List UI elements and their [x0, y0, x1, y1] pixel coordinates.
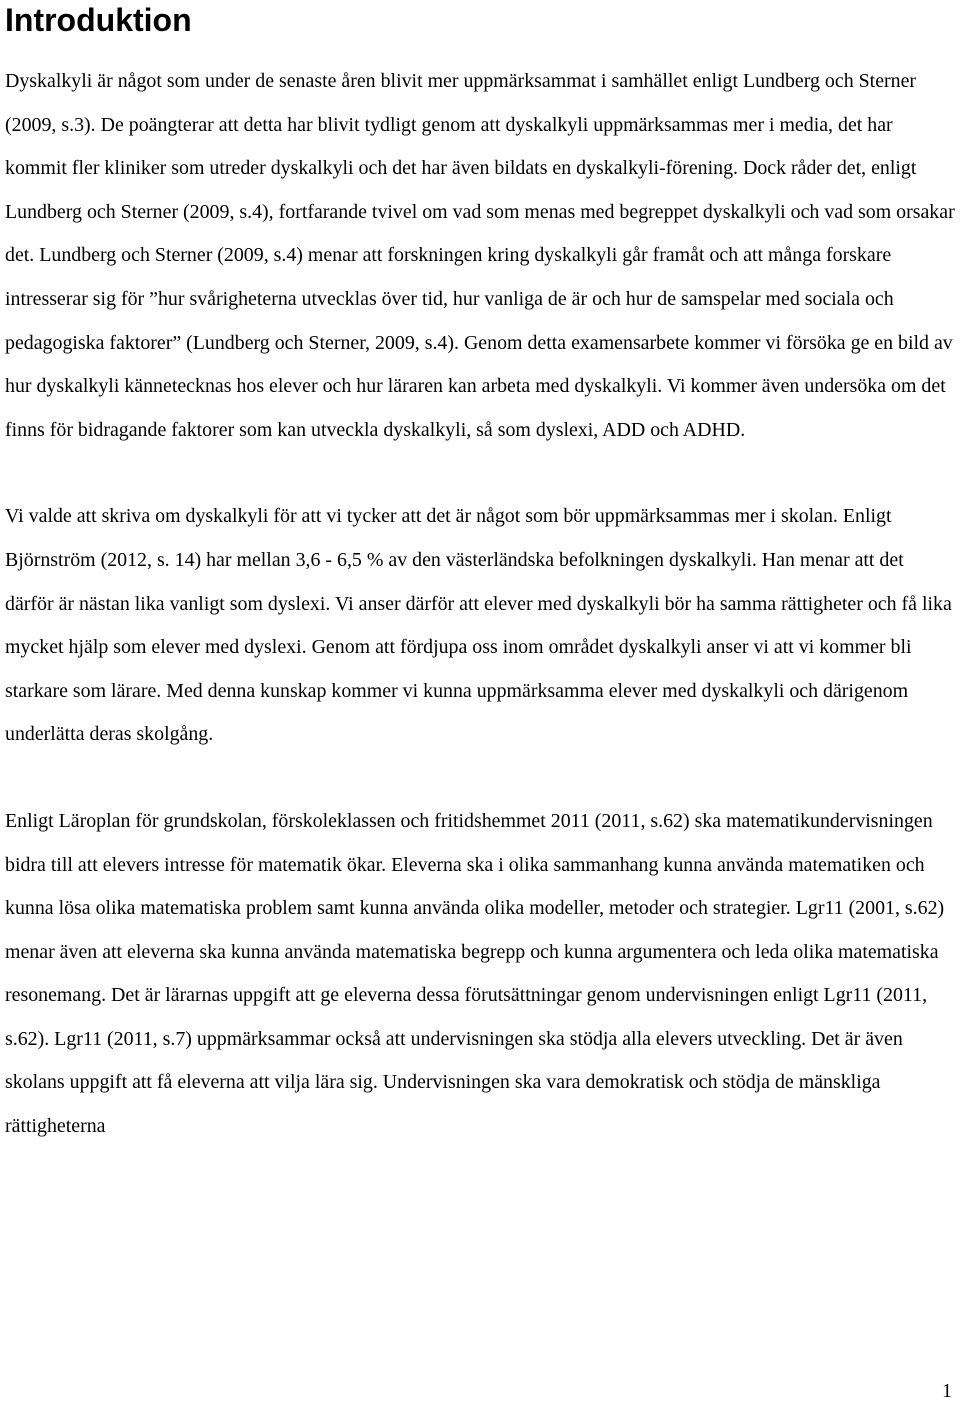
- document-page: [5, 0, 957, 1149]
- paragraph-1: Dyskalkyli är något som under de senaste åren blivit mer uppmärksammat i samhället enligt Lundberg och Sterner (2009, s.3). De poängterar att detta har blivit tydligt genom att dyskalkyli uppmärksammas mer i media, det har kommit fler kliniker som utreder dyskalkyli och det har även bildats en dyskalkyli-förening. Dock råder det, enligt Lundberg och Sterner (2009, s.4), fortfarande tvivel om vad som menas med begreppet dyskalkyli och vad som orsakar det. Lundberg och Sterner (2009, s.4) menar att forskningen kring dyskalkyli går framåt och att många forskare intresserar sig för ”hur svårigheterna utvecklas över tid, hur vanliga de är och hur de samspelar med sociala och pedagogiska faktorer” (Lundberg och Sterner, 2009, s.4). Genom detta examensarbete kommer vi försöka ge en bild av hur dyskalkyli kännetecknas hos elever och hur läraren kan arbeta med dyskalkyli. Vi kommer även undersöka om det finns för bidragande faktorer som kan utveckla dyskalkyli, så som dyslexi, ADD och ADHD.: [5, 70, 955, 441]
- section-heading: Introduktion: [5, 2, 192, 38]
- paragraph-2: Vi valde att skriva om dyskalkyli för att vi tycker att det är något som bör uppmärksammas mer i skolan. Enligt Björnström (2012, s. 14) har mellan 3,6 - 6,5 % av den västerländska befolkningen dyskalkyli. Han menar att det därför är nästan lika vanligt som dyslexi. Vi anser därför att elever med dyskalkyli bör ha samma rättigheter och få lika mycket hjälp som elever med dyslexi. Genom att fördjupa oss inom området dyskalkyli anser vi att vi kommer bli starkare som lärare. Med denna kunskap kommer vi kunna uppmärksamma elever med dyskalkyli och därigenom underlätta deras skolgång.: [5, 505, 952, 746]
- paragraph-3: Enligt Läroplan för grundskolan, förskoleklassen och fritidshemmet 2011 (2011, s.62) ska matematikundervisningen bidra till att elevers intresse för matematik ökar. Eleverna ska i olika sammanhang kunna använda matematiken och kunna lösa olika matematiska problem samt kunna använda olika modeller, metoder och strategier. Lgr11 (2001, s.62) menar även att eleverna ska kunna använda matematiska begrepp och kunna argumentera och leda olika matematiska resonemang. Det är lärarnas uppgift att ge eleverna dessa förutsättningar genom undervisningen enligt Lgr11 (2011, s.62). Lgr11 (2011, s.7) uppmärksammar också att undervisningen ska stödja alla elevers utveckling. Det är även skolans uppgift att få eleverna att vilja lära sig. Undervisningen ska vara demokratisk och stödja de mänskliga rättigheterna: [5, 809, 945, 1138]
- page-number: 1: [942, 1380, 952, 1402]
